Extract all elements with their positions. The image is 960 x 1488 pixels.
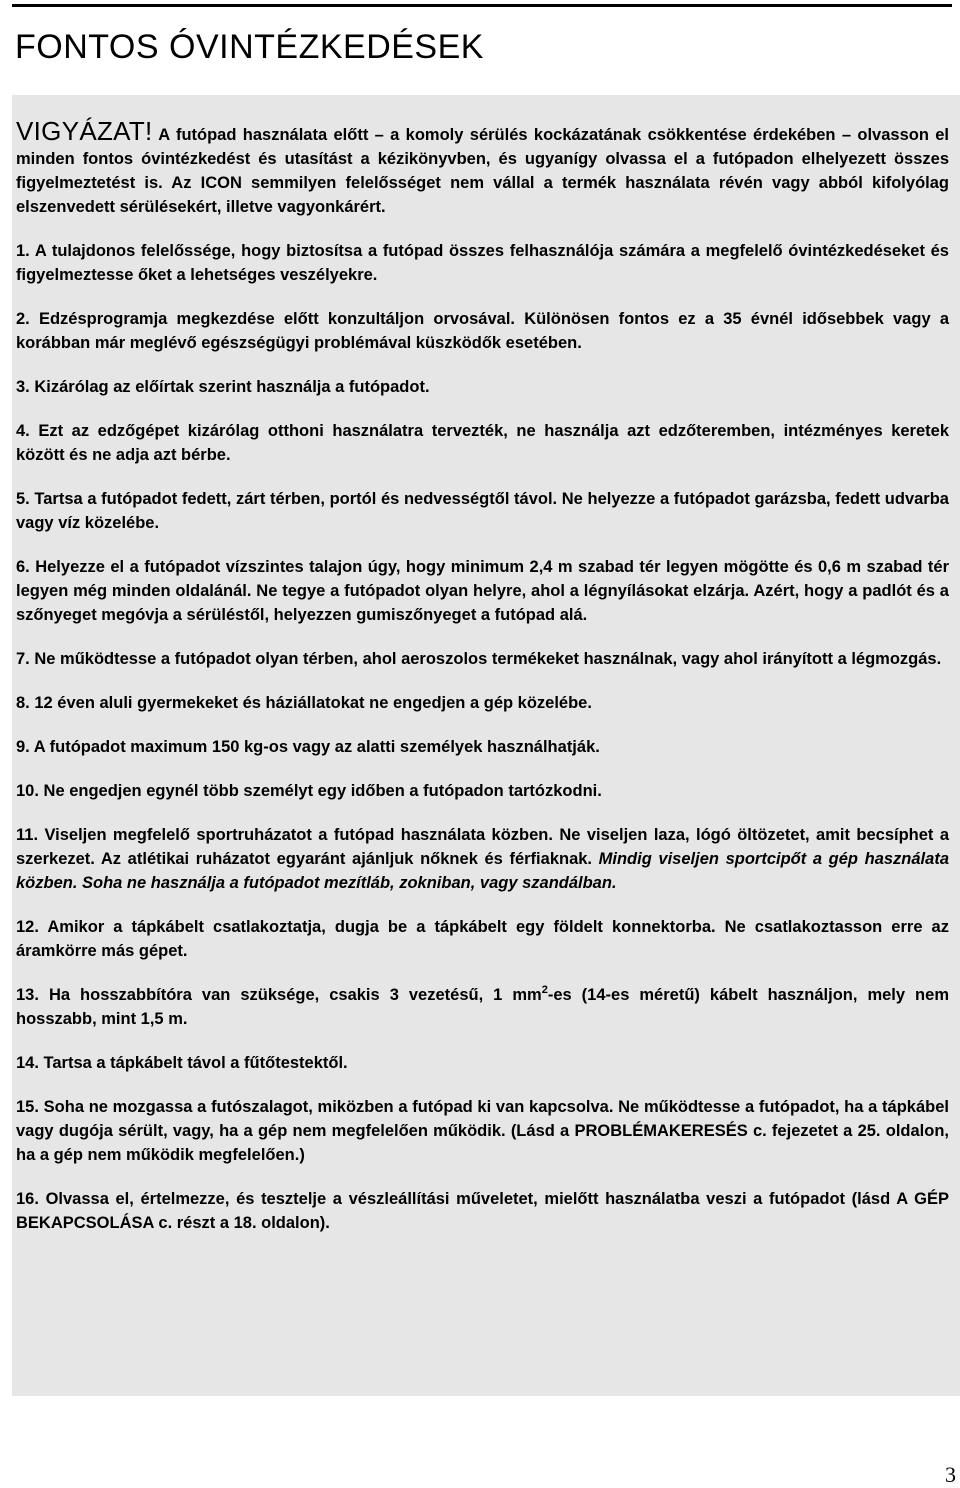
item-text: Soha ne mozgassa a futószalagot, miközben a futópad ki van kapcsolva. Ne működtesse a futópadot, ha a tápkábel vagy dugója sérült, vagy, ha a gép nem megfelelően működik. (Lásd a PROBLÉMAKERESÉS c. fejezetet a 25. oldalon, ha a gép nem működik megfelelően.)	[16, 1098, 949, 1164]
list-item-12	[16, 915, 949, 963]
item-text: Tartsa a futópadot fedett, zárt térben, portól és nedvességtől távol. Ne helyezze a futópadot garázsba, fedett udvarba vagy víz közelébe.	[16, 490, 949, 532]
list-item-13	[16, 983, 949, 1031]
intro-paragraph	[16, 116, 949, 219]
page-number: 3	[945, 1462, 956, 1487]
item-text: Ne működtesse a futópadot olyan térben, ahol aeroszolos termékeket használnak, vagy ahol irányított a légmozgás.	[34, 650, 942, 668]
item-text: A futópadot maximum 150 kg-os vagy az alatti személyek használhatják.	[33, 738, 600, 756]
item-text: Viseljen megfelelő sportruházatot a futópad használata közben. Ne viseljen laza, lógó öltözetet, amit becsíphet a szerkezet. Az atlétikai ruházatot egyaránt ajánljuk nőknek és férfiaknak.	[16, 826, 949, 868]
list-item-2	[16, 307, 949, 355]
warning-box	[12, 95, 960, 1396]
list-item-4	[16, 419, 949, 467]
item-text: Tartsa a tápkábelt távol a fűtőtestektől.	[43, 1054, 348, 1072]
list-item-9	[16, 735, 949, 759]
list-item-7	[16, 647, 949, 671]
item-number: 7.	[16, 650, 30, 668]
intro-text: A futópad használata előtt – a komoly sérülés kockázatának csökkentése érdekében – olvasson el minden fontos óvintézkedést és utasítást a kézikönyvben, és ugyanígy olvassa el a futópadon elhelyezett összes figyelmeztetést is. Az ICON semmilyen felelősséget nem vállal a termék használata révén vagy abból kifolyólag elszenvedett sérülésekért, illetve vagyonkárért.	[16, 126, 949, 216]
list-item-11	[16, 823, 949, 895]
warning-label: VIGYÁZAT!	[16, 116, 153, 146]
list-item-16	[16, 1187, 949, 1235]
item-text: Amikor a tápkábelt csatlakoztatja, dugja be a tápkábelt egy földelt konnektorba. Ne csatlakoztasson erre az áramkörre más gépet.	[16, 918, 949, 960]
item-number: 13.	[16, 986, 39, 1004]
list-item-14	[16, 1051, 949, 1075]
item-number: 12.	[16, 918, 39, 936]
page-title: FONTOS ÓVINTÉZKEDÉSEK	[15, 28, 484, 66]
item-number: 8.	[16, 694, 30, 712]
item-text: Helyezze el a futópadot vízszintes talajon úgy, hogy minimum 2,4 m szabad tér legyen mögötte és 0,6 m szabad tér legyen még minden oldalánál. Ne tegye a futópadot olyan helyre, ahol a légnyílásokat elzárja. Azért, hogy a padlót és a szőnyeget megóvja a sérüléstől, helyezzen gumiszőnyeget a futópad alá.	[16, 558, 949, 624]
item-text: A tulajdonos felelőssége, hogy biztosítsa a futópad összes felhasználója számára a megfelelő óvintézkedéseket és figyelmeztesse őket a lehetséges veszélyekre.	[16, 242, 949, 284]
top-rule	[12, 4, 952, 7]
item-number: 6.	[16, 558, 30, 576]
list-item-1	[16, 239, 949, 287]
list-item-10	[16, 779, 949, 803]
item-text: 12 éven aluli gyermekeket és háziállatokat ne engedjen a gép közelébe.	[34, 694, 592, 712]
warning-content	[16, 116, 949, 1255]
item-number: 14.	[16, 1054, 39, 1072]
list-item-5	[16, 487, 949, 535]
item-text: Edzésprogramja megkezdése előtt konzultáljon orvosával. Különösen fontos ez a 35 évnél idősebbek vagy a korábban már meglévő egészségügyi problémával küszködők esetében.	[16, 310, 949, 352]
list-item-8	[16, 691, 949, 715]
list-item-15	[16, 1095, 949, 1167]
item-number: 10.	[16, 782, 39, 800]
list-item-3	[16, 375, 949, 399]
item-number: 5.	[16, 490, 30, 508]
item-text: Ne engedjen egynél több személyt egy időben a futópadon tartózkodni.	[43, 782, 602, 800]
item-italic-text: Mindig viseljen sportcipőt a gép használata közben. Soha ne használja a futópadot mezítláb, zokniban, vagy szandálban.	[16, 850, 949, 892]
item-text: Kizárólag az előírtak szerint használja a futópadot.	[34, 378, 430, 396]
item-text-before: Ha hosszabbítóra van szüksége, csakis 3 vezetésű, 1 mm	[48, 986, 542, 1004]
item-number: 1.	[16, 242, 30, 260]
item-number: 16.	[16, 1190, 39, 1208]
item-number: 15.	[16, 1098, 39, 1116]
item-text: Olvassa el, értelmezze, és tesztelje a vészleállítási műveletet, mielőtt használatba veszi a futópadot (lásd A GÉP BEKAPCSOLÁSA c. részt a 18. oldalon).	[16, 1190, 949, 1232]
list-item-6	[16, 555, 949, 627]
item-text: Ezt az edzőgépet kizárólag otthoni használatra tervezték, ne használja azt edzőteremben, intézményes keretek között és ne adja azt bérbe.	[16, 422, 949, 464]
item-number: 11.	[16, 826, 39, 844]
item-text-after: -es (14-es méretű) kábelt használjon, mely nem hosszabb, mint 1,5 m.	[16, 986, 949, 1028]
superscript: 2	[541, 984, 548, 996]
item-number: 2.	[16, 310, 30, 328]
item-number: 9.	[16, 738, 30, 756]
item-number: 4.	[16, 422, 30, 440]
item-number: 3.	[16, 378, 30, 396]
